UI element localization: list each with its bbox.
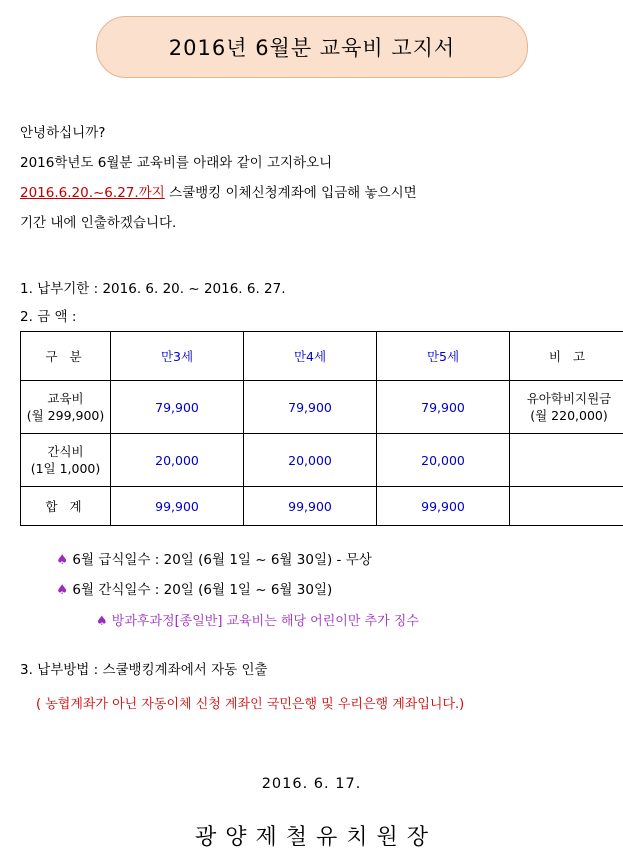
intro-date-highlight: 2016.6.20.~6.27.까지 bbox=[20, 185, 165, 201]
header-age3: 만3세 bbox=[111, 332, 244, 381]
note-afterschool bbox=[96, 610, 419, 629]
spade-icon: ♠ bbox=[56, 552, 69, 568]
intro-line-1: 2016학년도 6월분 교육비를 아래와 같이 고지하오니 bbox=[20, 155, 333, 171]
row-snack-note bbox=[510, 434, 623, 487]
row-tuition-label-line1: 교육비 bbox=[47, 391, 84, 406]
table-row bbox=[21, 487, 623, 526]
spade-icon: ♠ bbox=[96, 614, 108, 629]
payment-method-line: 3. 납부방법 : 스쿨뱅킹계좌에서 자동 인출 bbox=[20, 662, 268, 678]
intro-line-2-rest: 스쿨뱅킹 이체신청계좌에 입금해 놓으시면 bbox=[164, 185, 417, 201]
fee-table bbox=[20, 331, 623, 526]
row-total-age4: 99,900 bbox=[244, 487, 377, 526]
row-tuition-label-line2: (월 299,900) bbox=[26, 408, 105, 423]
issuer-name: 광양제철유치원장 bbox=[194, 825, 438, 850]
row-snack-age5: 20,000 bbox=[377, 434, 510, 487]
payment-warning-line: ( 농협계좌가 아닌 자동이체 신청 계좌인 국민은행 및 우리은행 계좌입니다.) bbox=[36, 697, 465, 712]
due-date-line: 1. 납부기한 : 2016. 6. 20. ~ 2016. 6. 27. bbox=[20, 281, 286, 297]
note-meal-days-text: 6월 급식일수 : 20일 (6월 1일 ~ 6월 30일) - 무상 bbox=[72, 552, 372, 568]
document-date: 2016. 6. 17. bbox=[261, 776, 362, 792]
note-snack-days bbox=[56, 578, 332, 598]
row-tuition-note-line1: 유아학비지원금 bbox=[526, 391, 612, 406]
table-row bbox=[21, 434, 623, 487]
row-total-age5: 99,900 bbox=[377, 487, 510, 526]
title-banner bbox=[96, 16, 528, 78]
row-snack-label-line2: (1일 1,000) bbox=[30, 461, 101, 476]
row-tuition-age4: 79,900 bbox=[244, 381, 377, 434]
row-tuition-note-line2: (월 220,000) bbox=[530, 408, 608, 423]
amount-label-line: 2. 금 액 : bbox=[20, 309, 77, 325]
note-snack-days-text: 6월 간식일수 : 20일 (6월 1일 ~ 6월 30일) bbox=[72, 582, 333, 598]
row-tuition-age3: 79,900 bbox=[111, 381, 244, 434]
row-tuition-label bbox=[21, 381, 111, 434]
note-afterschool-text: 방과후과정[종일반] 교육비는 해당 어린이만 추가 징수 bbox=[111, 614, 419, 629]
row-total-age3: 99,900 bbox=[111, 487, 244, 526]
row-total-note bbox=[510, 487, 623, 526]
intro-paragraph bbox=[20, 118, 600, 238]
row-snack-label bbox=[21, 434, 111, 487]
row-total-label: 합 계 bbox=[21, 487, 111, 526]
row-tuition-age5: 79,900 bbox=[377, 381, 510, 434]
spade-icon: ♠ bbox=[56, 582, 69, 598]
row-snack-age4: 20,000 bbox=[244, 434, 377, 487]
table-row bbox=[21, 381, 623, 434]
intro-line-2 bbox=[20, 178, 600, 208]
row-tuition-note bbox=[510, 381, 623, 434]
intro-line-3: 기간 내에 인출하겠습니다. bbox=[20, 215, 177, 231]
table-header-row bbox=[21, 332, 623, 381]
header-age5: 만5세 bbox=[377, 332, 510, 381]
row-snack-label-line1: 간식비 bbox=[47, 444, 84, 459]
intro-greeting: 안녕하십니까? bbox=[20, 125, 106, 141]
row-snack-age3: 20,000 bbox=[111, 434, 244, 487]
page-title: 2016년 6월분 교육비 고지서 bbox=[168, 36, 456, 60]
header-age4: 만4세 bbox=[244, 332, 377, 381]
note-meal-days bbox=[56, 548, 372, 568]
header-note: 비 고 bbox=[510, 332, 623, 381]
header-division: 구 분 bbox=[21, 332, 111, 381]
